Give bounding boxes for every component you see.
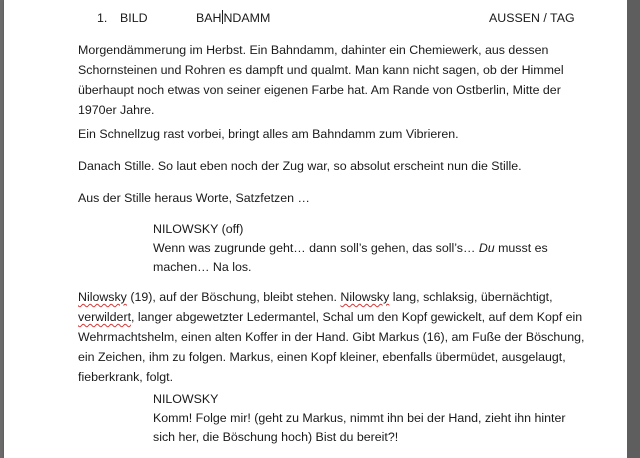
scene-time: AUSSEN / TAG <box>489 11 575 25</box>
dialogue-line-2: machen… Na los. <box>153 260 252 274</box>
scene-number: 1. <box>97 11 108 25</box>
action-paragraph-1: Morgendämmerung im Herbst. Ein Bahndamm, dahinter ein Chemiewerk, aus dessen Schornsteinen und Rohren es dampft und qualmt. Man kann nicht sagen, ob der Himmel überhaupt noch etwas von seiner eigenen Farbe hat. Am Rande von Ostberlin, Mitte der 1970er Jahre. <box>78 43 564 117</box>
scene-location[interactable]: BAH NDAMM <box>196 11 271 25</box>
window-edge <box>627 0 640 458</box>
action-paragraph-3: Danach Stille. So laut eben noch der Zug war, so absolut erscheint nun die Stille. <box>78 159 522 173</box>
dialogue-line-3: Komm! Folge mir! (geht zu Markus, nimmt ihn bei der Hand, zieht ihn hinter <box>153 411 566 425</box>
document-page <box>4 0 627 458</box>
dialogue-line-1: Wenn was zugrunde geht… dann soll’s gehen, das soll’s… Du musst es <box>153 241 548 255</box>
spelling-flag[interactable]: Nilowsky <box>340 290 390 304</box>
spelling-flag[interactable]: verwildert <box>78 310 132 324</box>
scene-label: BILD <box>120 11 148 25</box>
dialogue-line-4: sich her, die Böschung hoch) Bist du bereit?! <box>153 430 399 444</box>
action-paragraph-5: Nilowsky (19), auf der Böschung, bleibt stehen. Nilowsky lang, schlaksig, übernächtigt, verwildert, langer abgewetzter Ledermantel, Schal um den Kopf gewickelt, auf dem Kopf ein Wehrmachtshelm, einen alten Koffer in der Hand. Gibt Markus (16), am Fuße der Böschung, ein Zeichen, ihm zu folgen. Markus, einen Kopf kleiner, ebenfalls übermüdet, ausgelaugt, fieberkrank, folgt. <box>78 290 585 384</box>
character-name-1: NILOWSKY (off) <box>153 222 244 236</box>
spelling-flag[interactable]: Nilowsky <box>78 290 127 304</box>
action-paragraph-2: Ein Schnellzug rast vorbei, bringt alles am Bahndamm zum Vibrieren. <box>78 127 459 141</box>
character-name-2: NILOWSKY <box>153 392 219 406</box>
action-paragraph-4: Aus der Stille heraus Worte, Satzfetzen … <box>78 191 310 205</box>
